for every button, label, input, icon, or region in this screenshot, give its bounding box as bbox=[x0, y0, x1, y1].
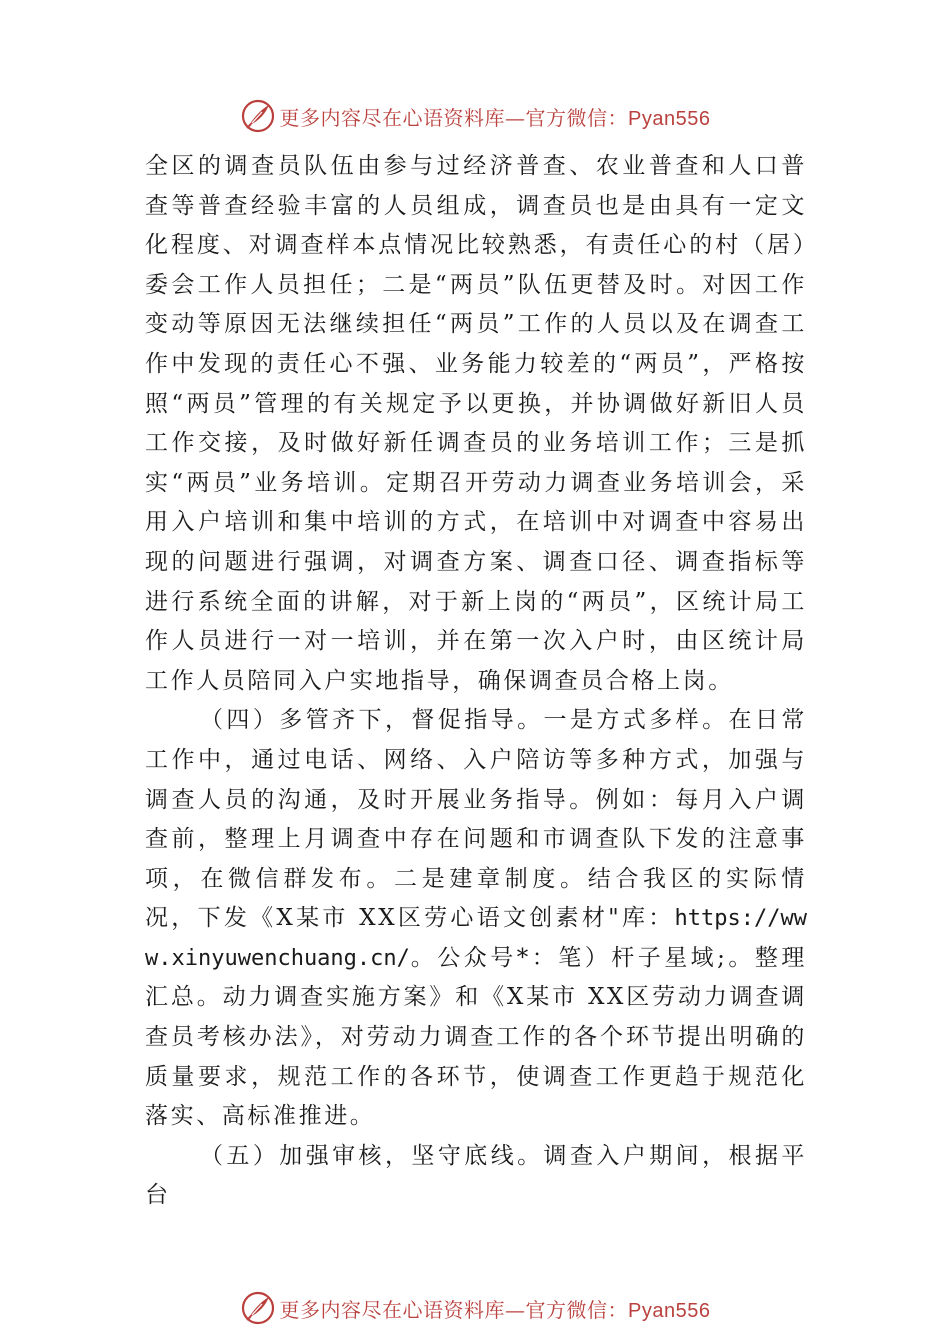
paragraph-2 bbox=[145, 701, 807, 1137]
paragraph-2-url: https://www.xinyuwenchuang.cn/ bbox=[145, 906, 807, 971]
paragraph-2-text-a: （四）多管齐下，督促指导。一是方式多样。在日常工作中，通过电话、网络、入户陪访等多种方式，加强与调查人员的沟通，及时开展业务指导。例如：每月入户调查前，整理上月调查中存在问题和市调查队下发的注意事项，在微信群发布。二是建章制度。结合我区的实际情况，下发《X某市 XX区劳心语文创素材"库： bbox=[145, 707, 807, 932]
watermark-label: 官方微信： bbox=[525, 1297, 629, 1322]
footer-watermark bbox=[0, 1288, 950, 1328]
watermark-brand: 更多内容尽在心语资料库 bbox=[279, 105, 506, 130]
watermark-label: 官方微信： bbox=[525, 105, 629, 130]
watermark-separator: — bbox=[505, 1297, 526, 1322]
document-body bbox=[145, 147, 807, 1216]
paragraph-3: （五）加强审核，坚守底线。调查入户期间，根据平台 bbox=[145, 1142, 807, 1209]
watermark-text bbox=[280, 102, 711, 131]
quill-pen-logo-icon bbox=[240, 98, 276, 134]
watermark-text bbox=[280, 1294, 711, 1323]
paragraph-2-text-b: 。公众号*：笔）杆子星域;。整理汇总。动力调查实施方案》和《X某市 XX区劳动力调查调查员考核办法》，对劳动力调查工作的各个环节提出明确的质量要求，规范工作的各环节，使调查工作更趋于规范化落实、高标准推进。 bbox=[145, 944, 807, 1130]
watermark-brand: 更多内容尽在心语资料库 bbox=[279, 1297, 506, 1322]
header-watermark bbox=[0, 96, 950, 136]
paragraph-1: 全区的调查员队伍由参与过经济普查、农业普查和人口普查等普查经验丰富的人员组成，调查员也是由具有一定文化程度、对调查样本点情况比较熟悉，有责任心的村（居）委会工作人员担任；二是“两员”队伍更替及时。对因工作变动等原因无法继续担任“两员”工作的人员以及在调查工作中发现的责任心不强、业务能力较差的“两员”，严格按照“两员”管理的有关规定予以更换，并协调做好新旧人员工作交接，及时做好新任调查员的业务培训工作；三是抓实“两员”业务培训。定期召开劳动力调查业务培训会，采用入户培训和集中培训的方式，在培训中对调查中容易出现的问题进行强调，对调查方案、调查口径、调查指标等进行系统全面的讲解，对于新上岗的“两员”，区统计局工作人员进行一对一培训，并在第一次入户时，由区统计局工作人员陪同入户实地指导，确保调查员合格上岗。 bbox=[145, 153, 807, 694]
watermark-separator: — bbox=[505, 105, 526, 130]
quill-pen-logo-icon bbox=[240, 1290, 276, 1326]
watermark-handle: Pyan556 bbox=[628, 1299, 711, 1322]
watermark-handle: Pyan556 bbox=[628, 107, 711, 130]
